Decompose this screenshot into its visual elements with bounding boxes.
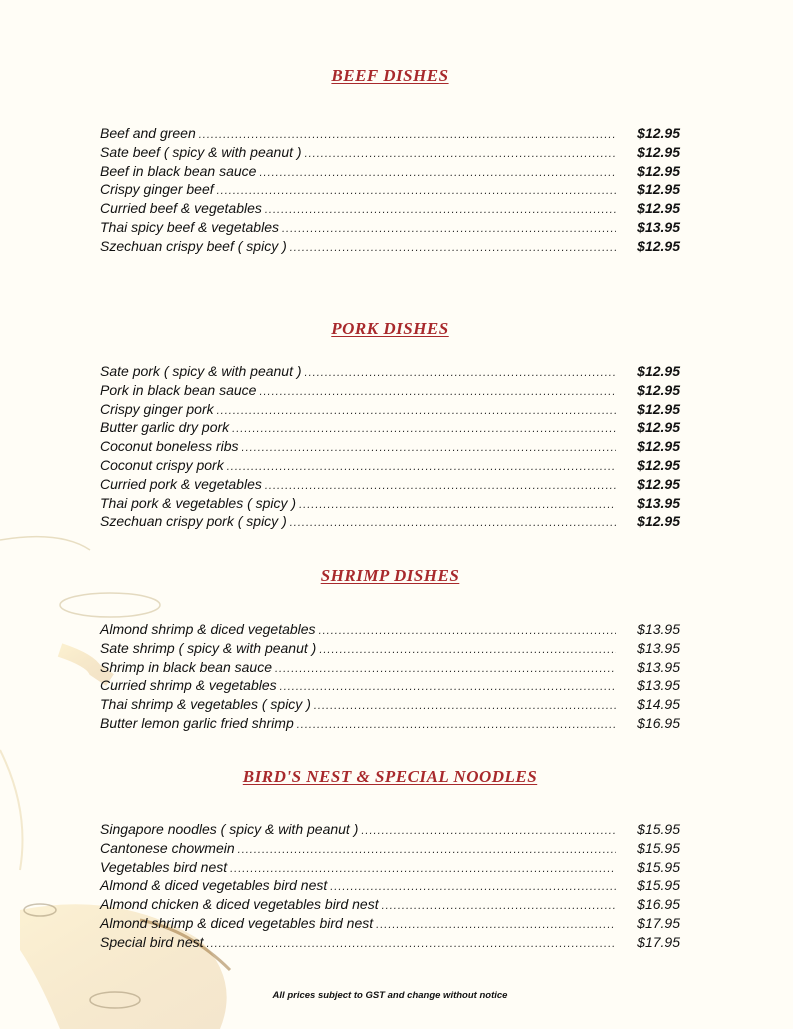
section-title-shrimp: SHRIMP DISHES	[320, 566, 460, 585]
item-price: $16.95	[637, 714, 680, 731]
item-name: Szechuan crispy pork ( spicy )	[100, 513, 287, 530]
item-price: $12.95	[637, 456, 680, 473]
dot-leader	[259, 164, 616, 183]
item-price: $12.95	[637, 237, 680, 254]
dot-leader	[238, 841, 616, 860]
item-price: $12.95	[637, 419, 680, 436]
dot-leader	[259, 383, 616, 402]
item-price: $12.95	[637, 143, 680, 160]
dot-leader	[232, 420, 616, 439]
item-price: $13.95	[637, 218, 680, 235]
dot-leader	[290, 514, 616, 533]
item-name: Szechuan crispy beef ( spicy )	[100, 237, 287, 254]
menu-item	[100, 418, 680, 437]
item-name: Crispy ginger pork	[100, 400, 214, 417]
item-price: $13.95	[637, 658, 680, 675]
dot-leader	[319, 622, 616, 641]
section-title-pork: PORK DISHES	[331, 319, 449, 338]
dot-leader	[265, 477, 616, 496]
section-title-noodles: BIRD'S NEST & SPECIAL NOODLES	[242, 767, 538, 786]
dot-leader	[361, 822, 616, 841]
item-price: $15.95	[637, 858, 680, 875]
menu-item	[100, 162, 680, 181]
item-price: $16.95	[637, 896, 680, 913]
menu-item	[100, 839, 680, 858]
item-name: Beef in black bean sauce	[100, 162, 257, 179]
dot-leader	[227, 458, 616, 477]
item-name: Almond & diced vegetables bird nest	[100, 877, 328, 894]
dot-leader	[217, 182, 616, 201]
menu-item	[100, 676, 680, 695]
item-name: Cantonese chowmein	[100, 839, 235, 856]
item-price: $13.95	[637, 494, 680, 511]
menu-item	[100, 199, 680, 218]
section-list-noodles	[100, 820, 680, 952]
item-price: $17.95	[637, 914, 680, 931]
item-name: Vegetables bird nest	[100, 858, 228, 875]
item-price: $13.95	[637, 621, 680, 637]
item-name: Pork in black bean sauce	[100, 381, 257, 398]
item-name: Crispy ginger beef	[100, 181, 214, 198]
menu-item	[100, 494, 680, 513]
item-price: $14.95	[637, 696, 680, 713]
menu-item	[100, 143, 680, 162]
section-list-beef	[100, 124, 680, 256]
item-price: $12.95	[637, 513, 680, 530]
menu-item	[100, 895, 680, 914]
item-price: $13.95	[637, 677, 680, 694]
menu-item	[100, 180, 680, 199]
menu-item	[100, 381, 680, 400]
dot-leader	[242, 439, 616, 458]
item-name: Almond shrimp & diced vegetables	[100, 621, 316, 637]
section-list-pork	[100, 362, 680, 531]
menu-item	[100, 620, 680, 639]
item-name: Sate pork ( spicy & with peanut )	[100, 363, 302, 379]
dot-leader	[382, 897, 616, 916]
item-price: $12.95	[637, 162, 680, 179]
dot-leader	[207, 935, 616, 954]
item-price: $12.95	[637, 400, 680, 417]
item-name: Sate beef ( spicy & with peanut )	[100, 143, 302, 160]
item-name: Almond shrimp & diced vegetables bird nest	[100, 914, 374, 931]
dot-leader	[297, 716, 616, 735]
menu-item	[100, 876, 680, 895]
dot-leader	[280, 678, 616, 697]
item-name: Coconut boneless ribs	[100, 438, 239, 455]
item-price: $15.95	[637, 877, 680, 894]
menu-item	[100, 512, 680, 531]
item-name: Thai shrimp & vegetables ( spicy )	[100, 696, 311, 713]
item-name: Butter garlic dry pork	[100, 419, 230, 436]
dot-leader	[319, 641, 616, 660]
item-name: Singapore noodles ( spicy & with peanut )	[100, 821, 359, 837]
menu-item	[100, 933, 680, 952]
item-name: Butter lemon garlic fried shrimp	[100, 714, 294, 731]
item-name: Coconut crispy pork	[100, 456, 224, 473]
menu-item	[100, 639, 680, 658]
section-title-beef: BEEF DISHES	[331, 66, 449, 85]
menu-item	[100, 695, 680, 714]
item-name: Almond chicken & diced vegetables bird nest	[100, 896, 379, 913]
item-price: $12.95	[637, 363, 680, 379]
dot-leader	[282, 220, 616, 239]
menu-item	[100, 400, 680, 419]
item-price: $13.95	[637, 639, 680, 656]
item-name: Special bird nest	[100, 933, 204, 950]
item-price: $12.95	[637, 200, 680, 217]
item-price: $12.95	[637, 381, 680, 398]
item-price: $15.95	[637, 839, 680, 856]
item-price: $12.95	[637, 181, 680, 198]
item-price: $17.95	[637, 933, 680, 950]
dot-leader	[376, 916, 616, 935]
dot-leader	[305, 364, 616, 383]
dot-leader	[314, 697, 616, 716]
item-name: Curried pork & vegetables	[100, 475, 262, 492]
item-price: $12.95	[637, 475, 680, 492]
dot-leader	[290, 239, 616, 258]
dot-leader	[265, 201, 616, 220]
menu-item	[100, 456, 680, 475]
item-name: Shrimp in black bean sauce	[100, 658, 272, 675]
item-price: $15.95	[637, 821, 680, 837]
dot-leader	[275, 660, 616, 679]
item-name: Thai spicy beef & vegetables	[100, 218, 279, 235]
menu-item	[100, 658, 680, 677]
dot-leader	[217, 402, 616, 421]
item-name: Curried shrimp & vegetables	[100, 677, 277, 694]
menu-item	[100, 475, 680, 494]
item-name: Sate shrimp ( spicy & with peanut )	[100, 639, 317, 656]
dot-leader	[299, 496, 616, 515]
item-price: $12.95	[637, 438, 680, 455]
item-name: Curried beef & vegetables	[100, 200, 262, 217]
item-name: Beef and green	[100, 125, 196, 141]
price-disclaimer: All prices subject to GST and change without notice	[272, 990, 508, 1001]
menu-item	[100, 124, 680, 143]
menu-item	[100, 714, 680, 733]
menu-item	[100, 914, 680, 933]
menu-item	[100, 820, 680, 839]
item-name: Thai pork & vegetables ( spicy )	[100, 494, 297, 511]
menu-item	[100, 858, 680, 877]
item-price: $12.95	[637, 125, 680, 141]
menu-item	[100, 437, 680, 456]
section-list-shrimp	[100, 620, 680, 733]
menu-item	[100, 218, 680, 237]
menu-item	[100, 237, 680, 256]
dot-leader	[305, 145, 616, 164]
menu-item	[100, 362, 680, 381]
